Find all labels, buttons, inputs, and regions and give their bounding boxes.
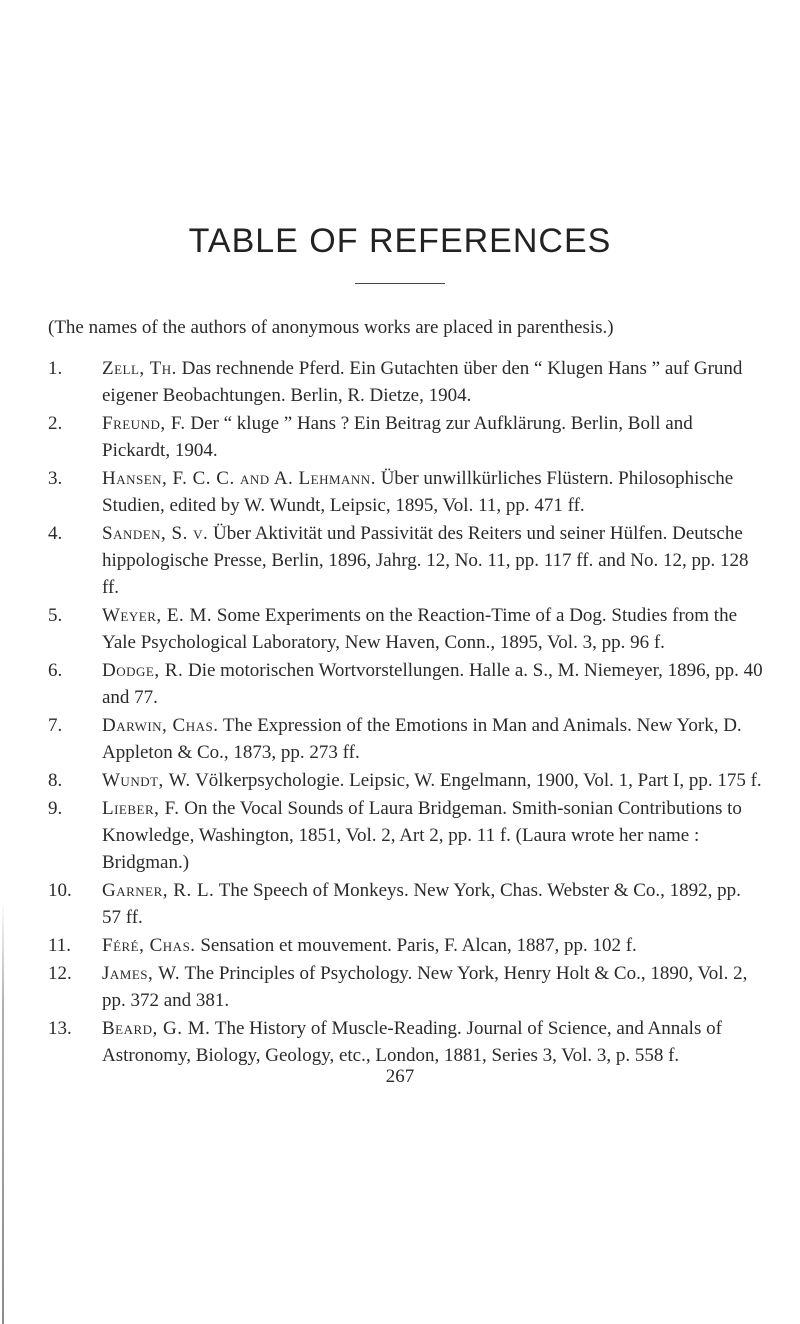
reference-number: 12. (48, 963, 72, 984)
reference-item (48, 520, 763, 601)
page-edge-shadow (2, 900, 4, 1324)
reference-text: Sensation et mouvement. Paris, F. Alcan, 1887, pp. 102 f. (200, 935, 637, 956)
reference-item (48, 465, 763, 519)
reference-author: Zell, Th. (102, 358, 177, 379)
reference-number: 3. (48, 468, 63, 489)
reference-number: 10. (48, 880, 72, 901)
reference-author: Hansen, F. C. C. and A. Lehmann. (102, 468, 376, 489)
reference-item (48, 602, 763, 656)
reference-item (48, 795, 763, 876)
reference-number: 8. (48, 770, 63, 791)
reference-text: Some Experiments on the Reaction-Time of a Dog. Studies from the Yale Psychological Laboratory, New Haven, Conn., 1895, Vol. 3, pp. 96 f. (102, 605, 738, 653)
reference-author: James, W. (102, 963, 181, 984)
reference-text: The Principles of Psychology. New York, Henry Holt & Co., 1890, Vol. 2, pp. 372 and 381. (102, 963, 748, 1011)
reference-author: Garner, R. L. (102, 880, 215, 901)
reference-text: On the Vocal Sounds of Laura Bridgeman. Smith-sonian Contributions to Knowledge, Washington, 1851, Vol. 2, Art 2, pp. 11 f. (Laura wrote her name : Bridgman.) (102, 798, 742, 873)
reference-item (48, 932, 763, 959)
title-divider (355, 283, 445, 284)
reference-number: 7. (48, 715, 63, 736)
reference-item (48, 767, 763, 794)
reference-number: 2. (48, 413, 63, 434)
reference-text: The Expression of the Emotions in Man and Animals. New York, D. Appleton & Co., 1873, pp. 273 ff. (102, 715, 742, 763)
reference-author: Weyer, E. M. (102, 605, 213, 626)
reference-text: Die motorischen Wortvorstellungen. Halle a. S., M. Niemeyer, 1896, pp. 40 and 77. (102, 660, 763, 708)
reference-text: Das rechnende Pferd. Ein Gutachten über den “ Klugen Hans ” auf Grund eigener Beobachtungen. Berlin, R. Dietze, 1904. (102, 358, 743, 406)
reference-number: 11. (48, 935, 72, 956)
reference-text: Über Aktivität und Passivität des Reiters und seiner Hülfen. Deutsche hippologische Presse, Berlin, 1896, Jahrg. 12, No. 11, pp. 117 ff. and No. 12, pp. 128 ff. (102, 523, 749, 598)
reference-number: 6. (48, 660, 63, 681)
reference-text: Der “ kluge ” Hans ? Ein Beitrag zur Aufklärung. Berlin, Boll and Pickardt, 1904. (102, 413, 693, 461)
reference-item (48, 657, 763, 711)
reference-text: The Speech of Monkeys. New York, Chas. Webster & Co., 1892, pp. 57 ff. (102, 880, 741, 928)
reference-author: Sanden, S. v. (102, 523, 209, 544)
intro-note: (The names of the authors of anonymous works are placed in parenthesis.) (48, 317, 614, 338)
reference-author: Dodge, R. (102, 660, 184, 681)
reference-text: Völkerpsychologie. Leipsic, W. Engelmann, 1900, Vol. 1, Part I, pp. 175 f. (195, 770, 762, 791)
reference-item (48, 355, 763, 409)
reference-author: Freund, F. (102, 413, 186, 434)
reference-number: 13. (48, 1018, 72, 1039)
reference-item (48, 960, 763, 1014)
reference-author: Darwin, Chas. (102, 715, 219, 736)
reference-author: Féré, Chas. (102, 935, 196, 956)
reference-author: Lieber, F. (102, 798, 180, 819)
reference-author: Beard, G. M. (102, 1018, 211, 1039)
reference-list (48, 355, 763, 1070)
reference-number: 1. (48, 358, 63, 379)
reference-number: 5. (48, 605, 63, 626)
page-number: 267 (385, 1066, 415, 1087)
reference-text: Über unwillkürliches Flüstern. Philosophische Studien, edited by W. Wundt, Leipsic, 1895, Vol. 11, pp. 471 ff. (102, 468, 734, 516)
reference-item (48, 1015, 763, 1069)
reference-author: Wundt, W. (102, 770, 191, 791)
reference-number: 4. (48, 523, 63, 544)
page-title: TABLE OF REFERENCES (188, 222, 612, 260)
reference-number: 9. (48, 798, 63, 819)
reference-item (48, 712, 763, 766)
reference-item (48, 877, 763, 931)
reference-text: The History of Muscle-Reading. Journal of Science, and Annals of Astronomy, Biology, Geology, etc., London, 1881, Series 3, Vol. 3, p. 558 f. (102, 1018, 722, 1066)
reference-item (48, 410, 763, 464)
